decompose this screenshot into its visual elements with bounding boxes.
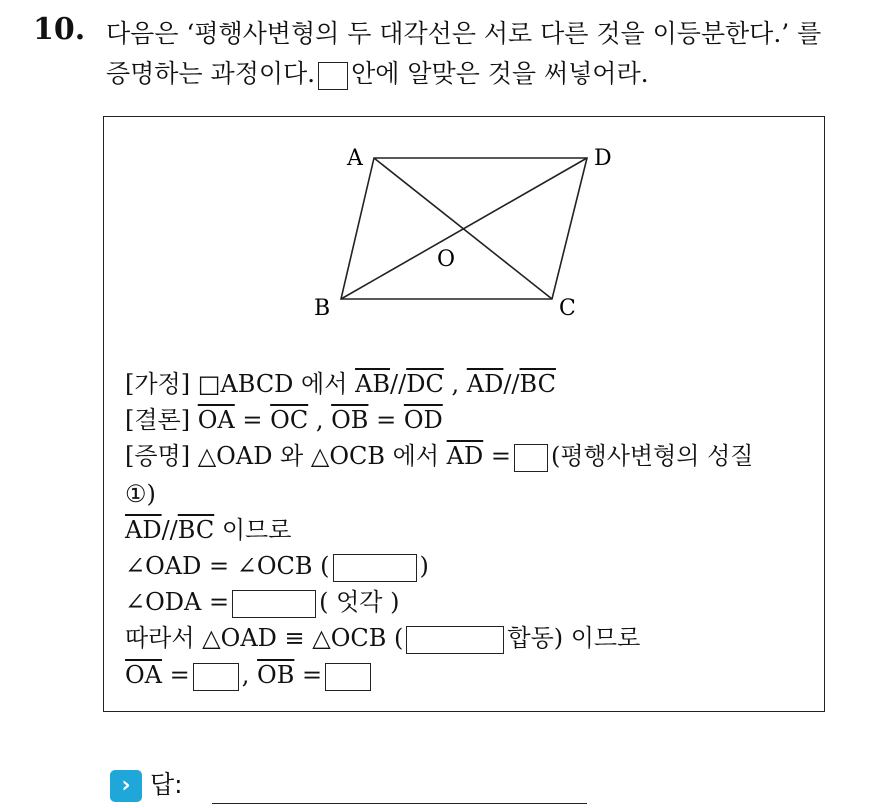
comma: , bbox=[315, 406, 324, 434]
question-text-line2-end: 안에 알맞은 것을 써넣어라. bbox=[351, 59, 649, 88]
reason-text-end: ①) bbox=[125, 480, 156, 508]
proof-line-final bbox=[125, 660, 374, 691]
proof-line-proof-start bbox=[125, 441, 753, 472]
segment-ob: $\overline{OB}$ bbox=[331, 406, 369, 434]
parallelogram-diagram bbox=[104, 117, 824, 347]
question-text-line2 bbox=[106, 54, 649, 90]
question-text-line2-start: 증명하는 과정이다. bbox=[106, 59, 316, 88]
alternate-angle-reason: ( 엇각 ) bbox=[319, 588, 400, 616]
equals-sign: = bbox=[242, 406, 263, 434]
answer-blank-6[interactable] bbox=[325, 663, 371, 691]
point-label-c: C bbox=[559, 296, 576, 321]
therefore-text: 이므로 bbox=[221, 516, 292, 544]
congruence-suffix: 합동) 이므로 bbox=[507, 624, 641, 652]
segment-oc: $\overline{OC}$ bbox=[270, 406, 309, 434]
proof-box bbox=[103, 116, 825, 712]
segment-ad: $\overline{AD}$ bbox=[125, 516, 162, 544]
segment-bc: $\overline{BC}$ bbox=[519, 370, 556, 398]
segment-ad: $\overline{AD}$ bbox=[466, 370, 504, 398]
answer-blank-3[interactable] bbox=[232, 590, 316, 618]
blank-box-icon bbox=[318, 62, 348, 90]
parallel-symbol: // bbox=[161, 516, 178, 544]
proof-line-angle-oad bbox=[125, 551, 429, 582]
reason-text: (평행사변형의 성질 bbox=[550, 442, 754, 470]
equals-sign: = bbox=[490, 442, 511, 470]
answer-blank-5[interactable] bbox=[193, 663, 239, 691]
answer-blank-2[interactable] bbox=[333, 554, 417, 582]
segment-oa: $\overline{OA}$ bbox=[125, 661, 163, 689]
segment-ab: $\overline{AB}$ bbox=[355, 370, 391, 398]
segment-od: $\overline{OD}$ bbox=[403, 406, 443, 434]
answer-area bbox=[110, 765, 183, 802]
equals-sign: = bbox=[376, 406, 397, 434]
hypothesis-label: [가정] □ABCD 에서 bbox=[125, 370, 348, 398]
conclusion-label: [결론] bbox=[125, 406, 191, 434]
close-paren: ) bbox=[419, 552, 429, 580]
segment-dc: $\overline{DC}$ bbox=[406, 370, 444, 398]
proof-line-parallel bbox=[125, 515, 291, 545]
answer-blank-4[interactable] bbox=[406, 626, 504, 654]
answer-input-line[interactable] bbox=[212, 803, 587, 804]
question-text-line1: 다음은 ‘평행사변형의 두 대각선은 서로 다른 것을 이등분한다.’ 를 bbox=[106, 19, 822, 48]
comma: , bbox=[451, 370, 460, 398]
segment-ob: $\overline{OB}$ bbox=[257, 661, 295, 689]
chevron-right-icon: › bbox=[110, 770, 142, 802]
point-label-b: B bbox=[314, 296, 331, 321]
proof-line-conclusion bbox=[125, 405, 443, 435]
proof-label: [증명] △OAD 와 △OCB 에서 bbox=[125, 442, 440, 470]
comma: , bbox=[241, 661, 250, 689]
angle-equation: ∠OAD = ∠OCB ( bbox=[125, 552, 330, 580]
angle-equation: ∠ODA = bbox=[125, 588, 230, 616]
question-number: 10. bbox=[33, 12, 86, 47]
equals-sign: = bbox=[302, 661, 323, 689]
proof-line-congruence bbox=[125, 623, 640, 654]
answer-label: 답: bbox=[150, 770, 183, 799]
answer-blank-1[interactable] bbox=[514, 444, 548, 472]
proof-line-reason-end bbox=[125, 479, 156, 509]
point-label-o: O bbox=[437, 247, 456, 272]
point-label-d: D bbox=[594, 146, 612, 171]
congruence-statement: 따라서 △OAD ≡ △OCB ( bbox=[125, 624, 404, 652]
point-label-a: A bbox=[347, 146, 363, 171]
segment-bc: $\overline{BC}$ bbox=[177, 516, 215, 544]
segment-oa: $\overline{OA}$ bbox=[197, 406, 235, 434]
parallel-symbol: // bbox=[503, 370, 520, 398]
parallel-symbol: // bbox=[390, 370, 407, 398]
segment-ad: $\overline{AD}$ bbox=[446, 442, 484, 470]
proof-line-angle-oda bbox=[125, 587, 399, 618]
equals-sign: = bbox=[169, 661, 190, 689]
proof-line-hypothesis bbox=[125, 369, 556, 399]
diagonal-bd bbox=[341, 158, 587, 299]
